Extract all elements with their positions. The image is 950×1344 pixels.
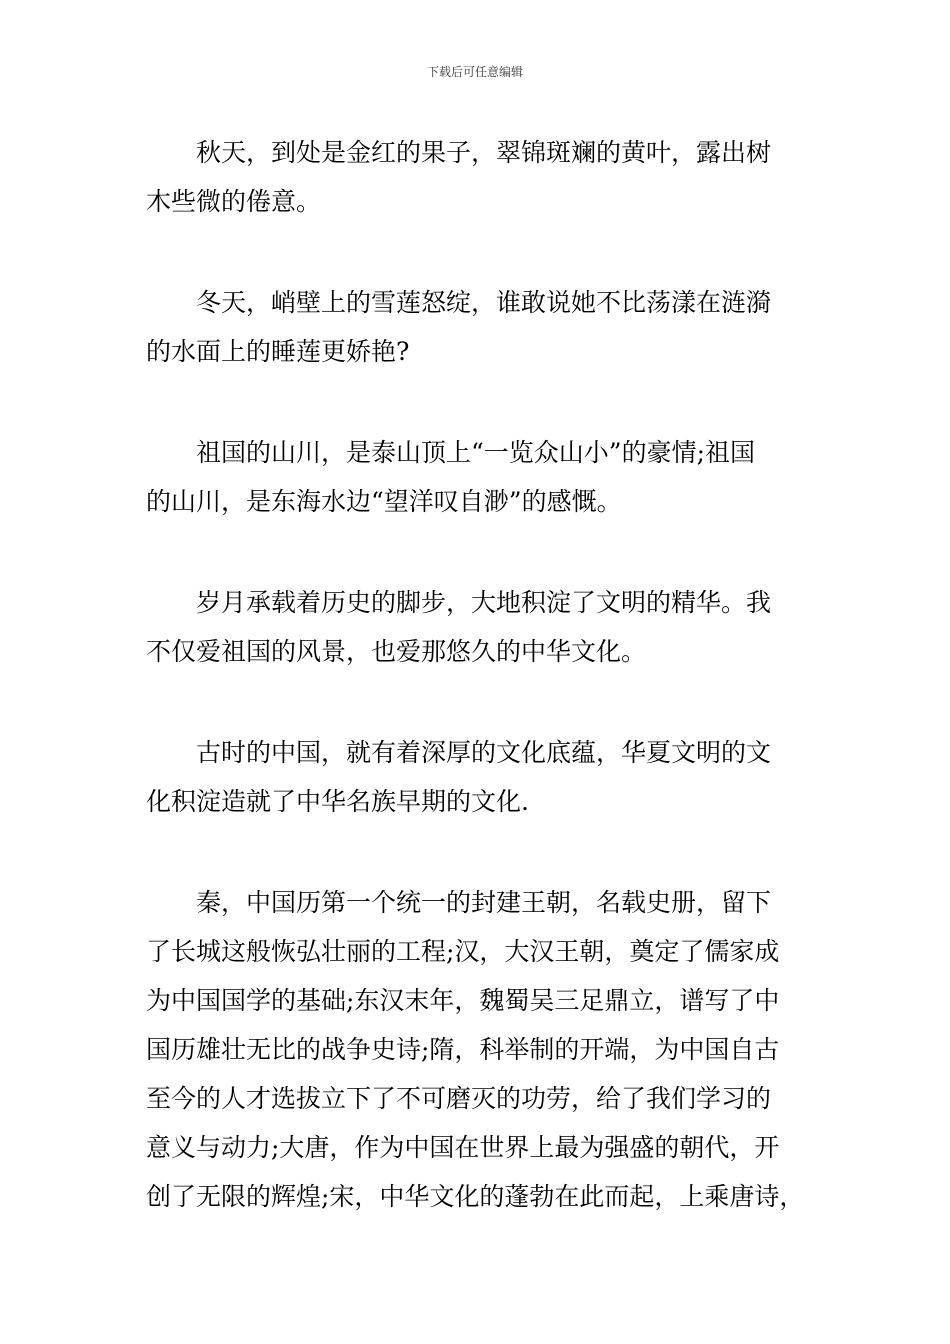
paragraph-history — [146, 578, 826, 676]
paragraph-winter — [146, 278, 826, 376]
paragraph-ancient-china — [146, 728, 826, 826]
paragraph-line: 了长城这般恢弘壮丽的工程;汉，大汉王朝，奠定了儒家成 — [146, 937, 780, 966]
page-header: 下载后可任意编辑 — [426, 65, 523, 79]
paragraph-line: 创了无限的辉煌;宋，中华文化的蓬勃在此而起，上乘唐诗， — [146, 1182, 805, 1211]
paragraph-line: 国历雄壮无比的战争史诗;隋，科举制的开端，为中国自古 — [146, 1035, 780, 1064]
paragraph-mountains-rivers — [146, 428, 826, 526]
paragraph-line: 至今的人才选拔立下了不可磨灭的功劳，给了我们学习的 — [146, 1084, 772, 1113]
paragraph-line: 秦，中国历第一个统一的封建王朝，名载史册，留下 — [196, 888, 772, 917]
paragraph-line: 的山川，是东海水边“望洋叹自渺”的感慨。 — [146, 487, 622, 516]
paragraph-line: 化积淀造就了中华名族早期的文化. — [146, 787, 529, 816]
paragraph-line: 祖国的山川，是泰山顶上“一览众山小”的豪情;祖国 — [196, 438, 755, 467]
paragraph-line: 岁月承载着历史的脚步，大地积淀了文明的精华。我 — [196, 588, 772, 617]
paragraph-line: 的水面上的睡莲更娇艳? — [146, 337, 410, 366]
document-body — [146, 128, 826, 1273]
paragraph-line: 秋天，到处是金红的果子，翠锦斑斓的黄叶，露出树 — [196, 138, 772, 167]
paragraph-line: 意义与动力;大唐，作为中国在世界上最为强盛的朝代，开 — [146, 1133, 780, 1162]
paragraph-line: 冬天，峭壁上的雪莲怒绽，谁敢说她不比荡漾在涟漪 — [196, 288, 772, 317]
paragraph-dynasties — [146, 878, 826, 1221]
paragraph-line: 古时的中国，就有着深厚的文化底蕴，华夏文明的文 — [196, 738, 772, 767]
paragraph-line: 木些微的倦意。 — [146, 187, 322, 216]
paragraph-line: 为中国国学的基础;东汉末年，魏蜀吴三足鼎立，谱写了中 — [146, 986, 780, 1015]
paragraph-autumn — [146, 128, 826, 226]
paragraph-line: 不仅爱祖国的风景，也爱那悠久的中华文化。 — [146, 637, 647, 666]
